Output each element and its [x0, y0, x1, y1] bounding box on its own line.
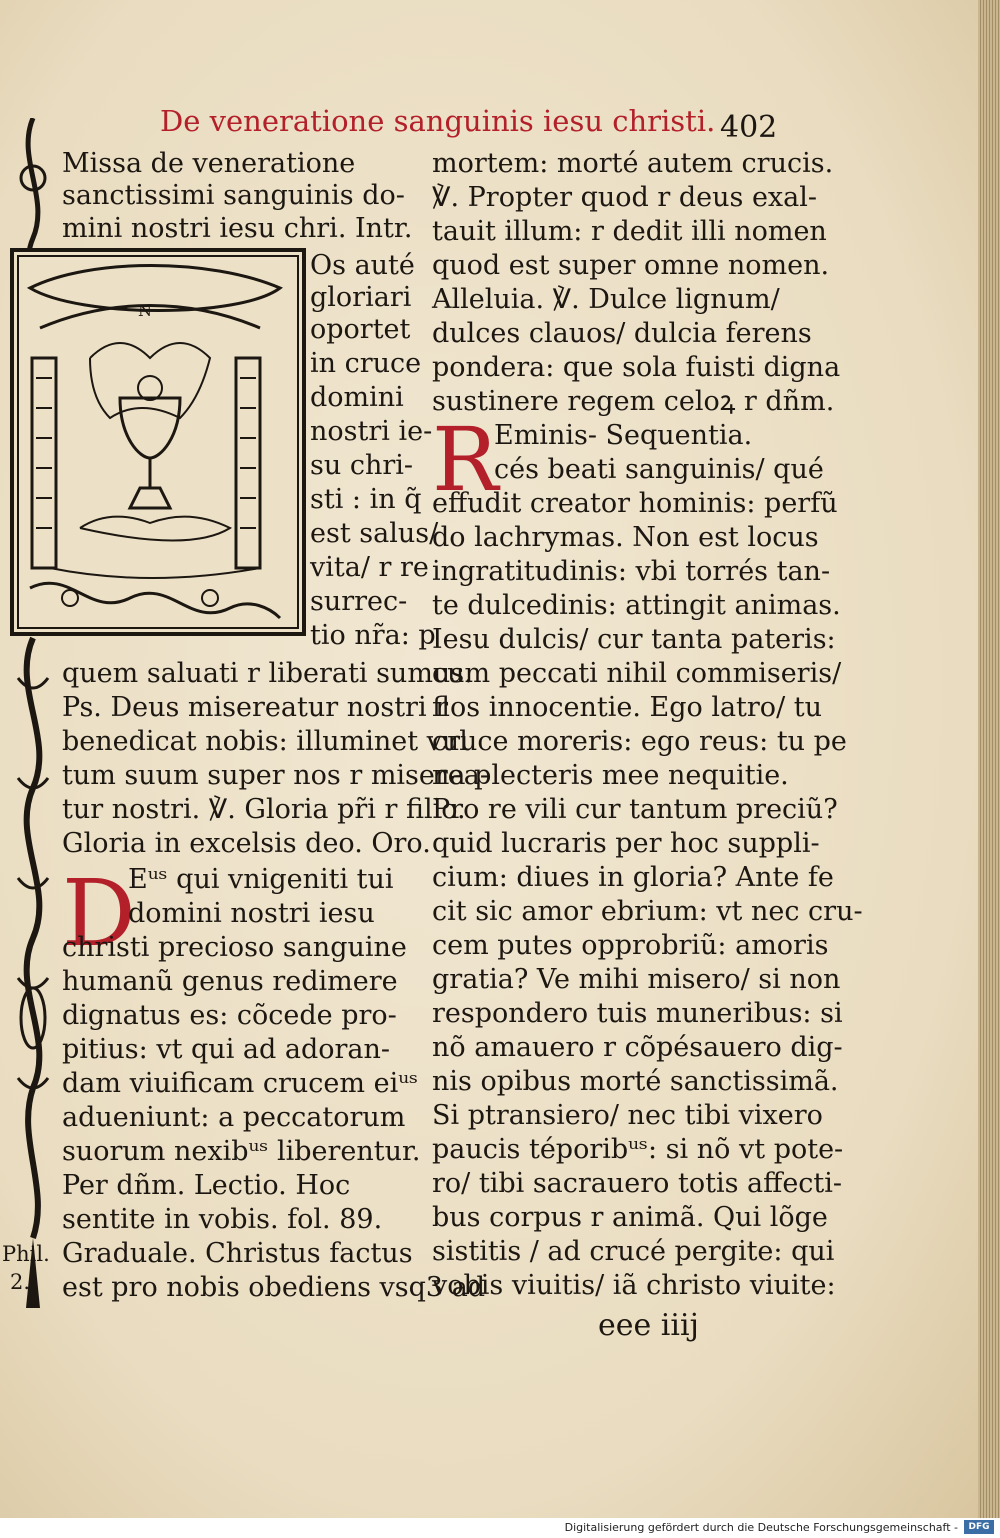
sequence-line: Pro re vili cur tantum preciũ? — [432, 794, 838, 825]
sequence-line: cem putes opprobriũ: amoris — [432, 930, 829, 961]
drop-initial-d: D — [62, 860, 136, 967]
chalice-woodcut-icon — [10, 248, 306, 636]
text-line: vita/ r re — [310, 552, 429, 583]
text-line: Alleluia. ℣. Dulce lignum/ — [432, 284, 780, 315]
sequence-line: cum peccati nihil commiseris/ — [432, 658, 842, 689]
collect-line: est pro nobis obediens vsq3 ad — [62, 1272, 486, 1303]
sequence-line: cium: diues in gloria? Ante fe — [432, 862, 834, 893]
collect-line: Eᵘˢ qui vnigeniti tui — [128, 864, 394, 895]
sequence-line: nõ amauero r cõpésauero dig- — [432, 1032, 843, 1063]
text-line: gloriari — [310, 282, 412, 313]
collect-line: Graduale. Christus factus — [62, 1238, 413, 1269]
sequence-line: cés beati sanguinis/ qué — [494, 454, 824, 485]
sequence-line: na plecteris mee nequitie. — [432, 760, 789, 791]
text-line: mortem: morté autem crucis. — [432, 148, 834, 179]
text-line: nostri ie- — [310, 416, 433, 447]
text-line: ℣. Propter quod r deus exal- — [432, 182, 818, 213]
text-line: dulces clauos/ dulcia ferens — [432, 318, 812, 349]
text-line: surrec- — [310, 586, 408, 617]
sequence-line: flos innocentie. Ego latro/ tu — [432, 692, 822, 723]
svg-text:N: N — [138, 301, 152, 320]
collect-line: dam viuificam crucem eiᵘˢ — [62, 1068, 419, 1099]
drop-initial-r: R — [432, 408, 499, 511]
sequence-line: Iesu dulcis/ cur tanta pateris: — [432, 624, 836, 655]
sequence-line: paucis téporibᵘˢ: si nõ vt pote- — [432, 1134, 844, 1165]
text-line: in cruce — [310, 348, 422, 379]
text-line: tur nostri. ℣. Gloria pr̃i r filio. — [62, 794, 466, 825]
dfg-logo-icon: DFG — [964, 1520, 994, 1534]
sequence-line: ingratitudinis: vbi torrés tan- — [432, 556, 831, 587]
text-line: domini — [310, 382, 404, 413]
text-line: tio nr̃a: p — [310, 620, 436, 651]
sequence-line: Eminis- Sequentia. — [494, 420, 753, 451]
sequence-line: ro/ tibi sacrauero totis affecti- — [432, 1168, 843, 1199]
collect-line: domini nostri iesu — [128, 898, 375, 929]
margin-note: Phil. — [2, 1242, 50, 1266]
collect-line: christi precioso sanguine — [62, 932, 407, 963]
text-line: Ps. Deus misereatur nostri r — [62, 692, 449, 723]
collect-line: humanũ genus redimere — [62, 966, 398, 997]
text-line: quem saluati r liberati sumus. — [62, 658, 473, 689]
text-line: tauit illum: r dedit illi nomen — [432, 216, 827, 247]
sequence-line: Si ptransiero/ nec tibi vixero — [432, 1100, 823, 1131]
text-line: su chri- — [310, 450, 414, 481]
text-line: tum suum super nos r miserea- — [62, 760, 489, 791]
sequence-line: nis opibus morté sanctissimã. — [432, 1066, 839, 1097]
collect-line: suorum nexibᵘˢ liberentur. — [62, 1136, 421, 1167]
text-line: sustinere regem celoꝝ r dñm. — [432, 386, 835, 417]
sequence-line: te dulcedinis: attingit animas. — [432, 590, 841, 621]
text-line: Os auté — [310, 250, 415, 281]
footer-credit: Digitalisierung gefördert durch die Deutsche Forschungsgemeinschaft - — [564, 1521, 958, 1534]
sequence-line: bus corpus r animã. Qui lõge — [432, 1202, 828, 1233]
sequence-line: effudit creator hominis: perfũ — [432, 488, 838, 519]
collect-line: pitius: vt qui ad adoran- — [62, 1034, 391, 1065]
collect-line: dignatus es: cõcede pro- — [62, 1000, 397, 1031]
text-line: benedicat nobis: illuminet vul — [62, 726, 468, 757]
sequence-line: cit sic amor ebrium: vt nec cru- — [432, 896, 863, 927]
text-line: oportet — [310, 314, 411, 345]
sequence-line: vobis viuitis/ iã christo viuite: — [432, 1270, 836, 1301]
text-line: est salus/ — [310, 518, 439, 549]
sequence-line: do lachrymas. Non est locus — [432, 522, 819, 553]
collect-line: adueniunt: a peccatorum — [62, 1102, 406, 1133]
collect-line: sentite in vobis. fol. 89. — [62, 1204, 383, 1235]
introit-heading-3: mini nostri iesu chri. Intr. — [62, 213, 413, 244]
text-line: quod est super omne nomen. — [432, 250, 830, 281]
introit-heading-1: Missa de veneratione — [62, 148, 356, 179]
text-line: pondera: que sola fuisti digna — [432, 352, 841, 383]
text-line: Gloria in excelsis deo. Oro. — [62, 828, 431, 859]
sequence-line: sistitis / ad crucé pergite: qui — [432, 1236, 835, 1267]
page-edges — [978, 0, 1000, 1518]
sequence-line: quid lucraris per hoc suppli- — [432, 828, 820, 859]
signature-mark: eee iiij — [598, 1308, 699, 1343]
collect-line: Per dñm. Lectio. Hoc — [62, 1170, 351, 1201]
text-line: sti : in q̃ — [310, 484, 422, 515]
running-title: De veneratione sanguinis iesu christi. — [160, 104, 716, 138]
margin-note: 2. — [10, 1270, 31, 1294]
folio-number: 402 — [720, 110, 778, 145]
sequence-line: gratia? Ve mihi misero/ si non — [432, 964, 841, 995]
sequence-line: respondero tuis muneribus: si — [432, 998, 843, 1029]
sequence-line: cruce moreris: ego reus: tu pe — [432, 726, 847, 757]
introit-heading-2: sanctissimi sanguinis do- — [62, 180, 405, 211]
